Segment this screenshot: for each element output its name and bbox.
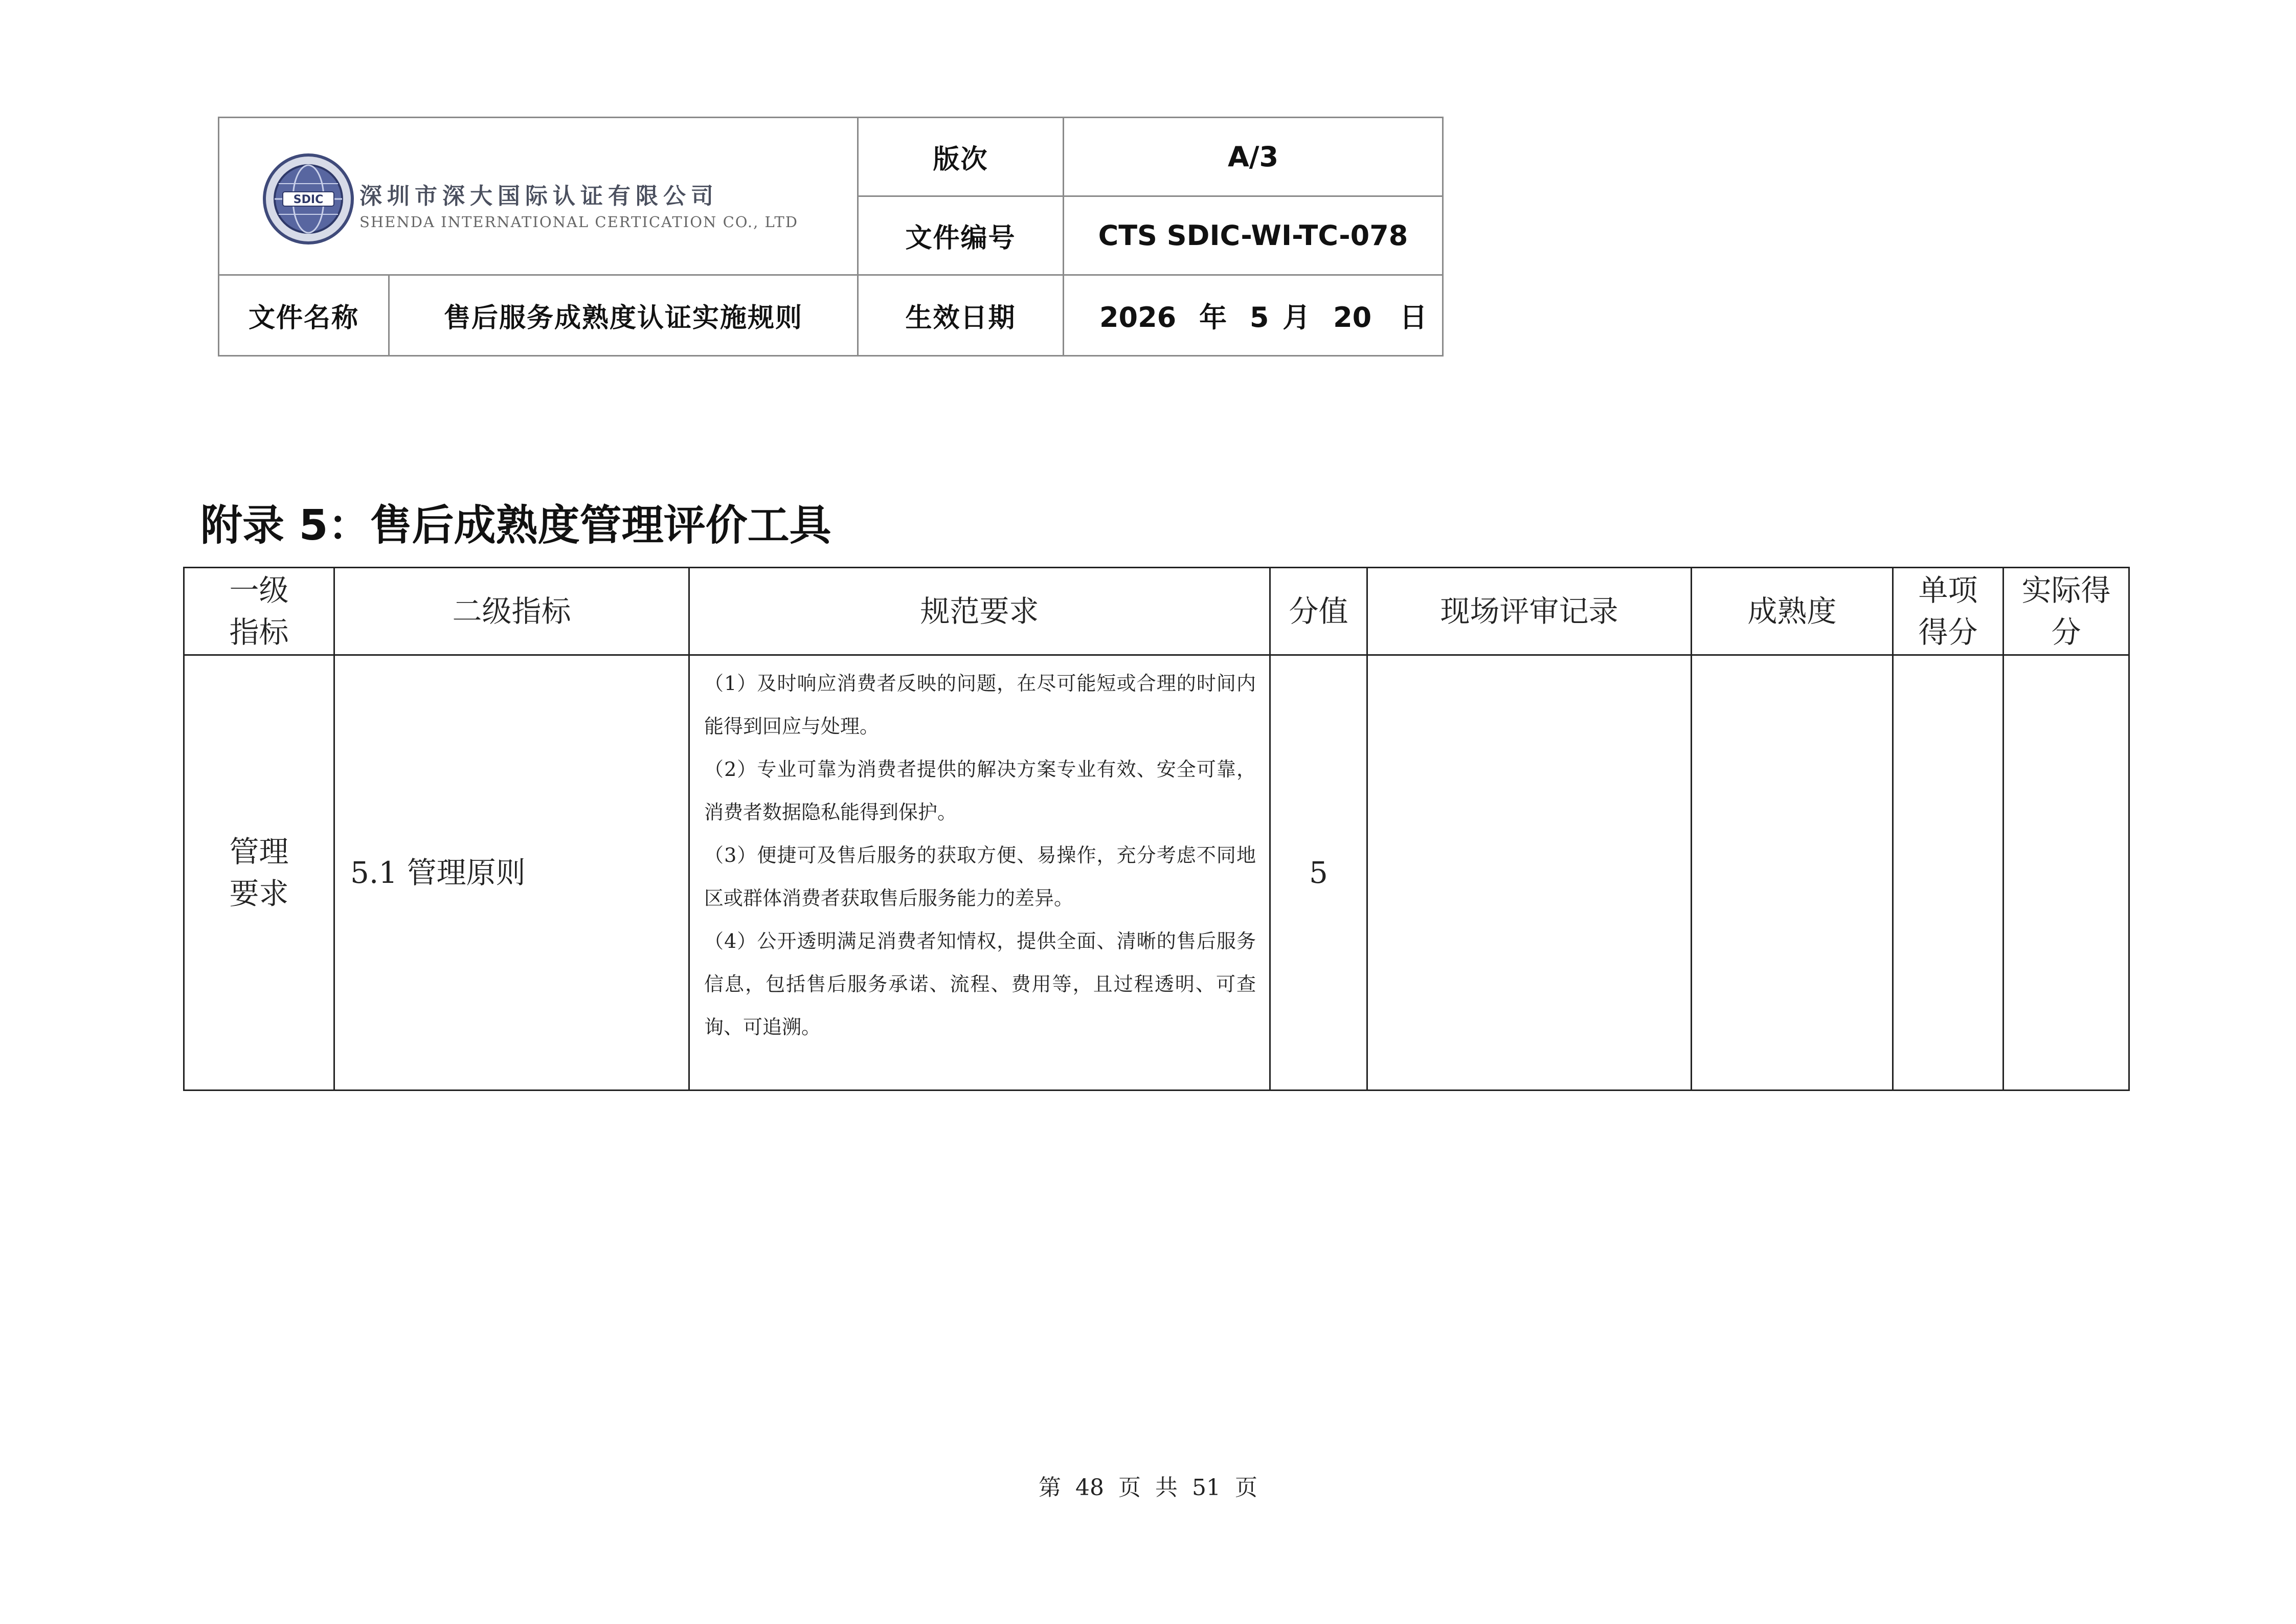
globe-seal-icon xyxy=(262,153,354,245)
cell-item-score[interactable] xyxy=(1893,655,2004,1091)
version-value: A/3 xyxy=(1064,118,1443,196)
header-maturity: 成熟度 xyxy=(1692,568,1893,655)
header-onsite-record: 现场评审记录 xyxy=(1367,568,1692,655)
requirement-item: （4）公开透明满足消费者知情权，提供全面、清晰的售后服务信息，包括售后服务承诺、流程、费用等，且过程透明、可查询、可追溯。 xyxy=(704,930,1256,1038)
cell-level2: 5.1 管理原则 xyxy=(334,655,689,1091)
company-name-cn: 深圳市深大国际认证有限公司 xyxy=(359,183,718,209)
page-total: 51 xyxy=(1192,1475,1221,1501)
company-name-en: SHENDA INTERNATIONAL CERTICATION CO., LTD xyxy=(359,213,798,231)
doc-number-value: CTS SDIC-WI-TC-078 xyxy=(1064,196,1443,275)
effective-day: 20 xyxy=(1333,301,1372,333)
page-unit: 页 xyxy=(1118,1475,1141,1501)
requirement-item: （3）便捷可及售后服务的获取方便、易操作，充分考虑不同地区或群体消费者获取售后服务能力的差异。 xyxy=(704,844,1256,909)
cell-level1: 管理要求 xyxy=(184,655,334,1091)
header-requirements: 规范要求 xyxy=(689,568,1270,655)
cell-maturity[interactable] xyxy=(1692,655,1893,1091)
section-title: 附录 5：售后成熟度管理评价工具 xyxy=(200,501,831,550)
doc-name-value: 售后服务成熟度认证实施规则 xyxy=(389,275,858,356)
evaluation-table xyxy=(183,567,2130,1091)
effective-year: 2026 xyxy=(1099,301,1177,333)
document-header xyxy=(218,117,1444,357)
header-level2: 二级指标 xyxy=(334,568,689,655)
page-label: 第 xyxy=(1039,1475,1061,1501)
table-header-row xyxy=(184,568,2129,655)
header-item-score: 单项得分 xyxy=(1893,568,2004,655)
requirement-item: （2）专业可靠为消费者提供的解决方案专业有效、安全可靠，消费者数据隐私能得到保护。 xyxy=(704,758,1256,824)
company-logo xyxy=(262,153,825,245)
total-label: 共 xyxy=(1155,1475,1178,1501)
doc-number-label: 文件编号 xyxy=(858,196,1064,275)
effective-month-unit: 月 xyxy=(1282,301,1311,333)
header-actual-score: 实际得分 xyxy=(2004,568,2129,655)
effective-day-unit: 日 xyxy=(1400,301,1428,333)
cell-actual-score[interactable] xyxy=(2004,655,2129,1091)
total-unit: 页 xyxy=(1235,1475,1257,1501)
doc-name-label: 文件名称 xyxy=(219,275,389,356)
cell-onsite-record[interactable] xyxy=(1367,655,1692,1091)
svg-text:SDIC: SDIC xyxy=(293,193,324,206)
header-score: 分值 xyxy=(1270,568,1367,655)
effective-date-label: 生效日期 xyxy=(858,275,1064,356)
page-footer xyxy=(0,1469,2296,1502)
company-logo-block xyxy=(219,118,858,275)
page-current: 48 xyxy=(1075,1475,1104,1501)
cell-requirements xyxy=(689,655,1270,1091)
cell-score: 5 xyxy=(1270,655,1367,1091)
effective-year-unit: 年 xyxy=(1199,301,1227,333)
effective-date-value xyxy=(1064,275,1443,356)
requirement-item: （1）及时响应消费者反映的问题，在尽可能短或合理的时间内能得到回应与处理。 xyxy=(704,672,1256,738)
version-label: 版次 xyxy=(858,118,1064,196)
effective-month: 5 xyxy=(1249,301,1269,333)
header-level1: 一级指标 xyxy=(184,568,334,655)
table-row xyxy=(184,655,2129,1091)
